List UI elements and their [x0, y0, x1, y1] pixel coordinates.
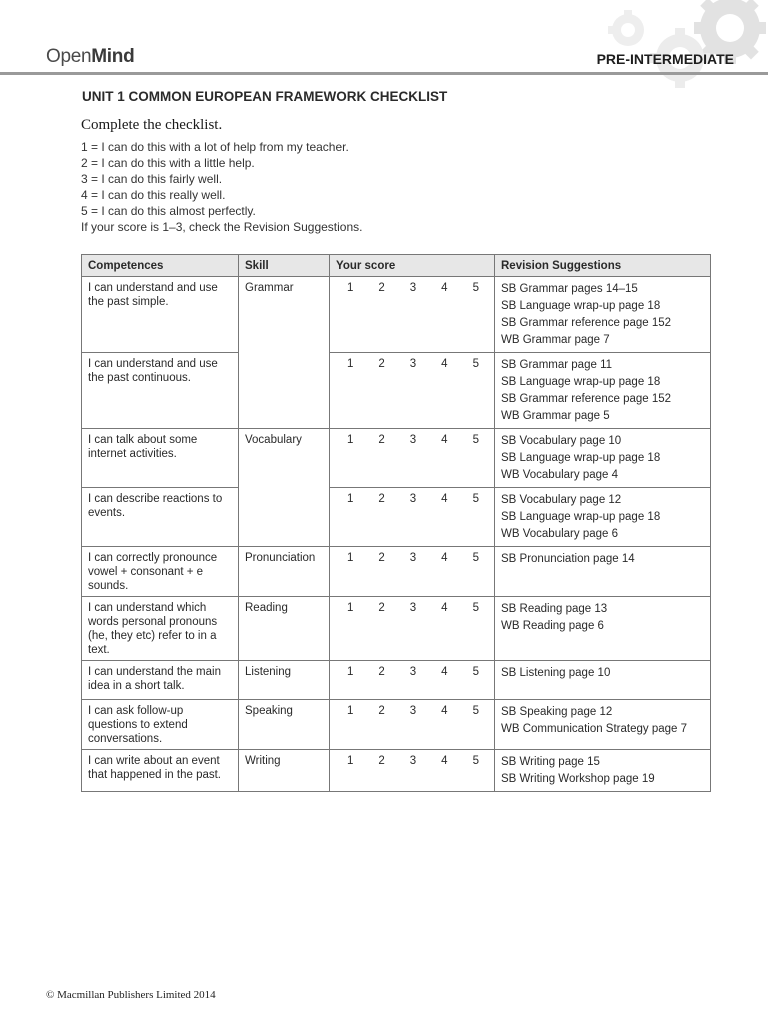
revision-suggestions-cell	[495, 353, 711, 429]
scale-item: 2 = I can do this with a little help.	[81, 156, 255, 170]
revision-suggestion: SB Grammar reference page 152	[501, 317, 672, 329]
gears-icon	[588, 0, 768, 100]
score-scale-list	[81, 139, 362, 235]
checklist-table	[81, 254, 711, 792]
score-option[interactable]: 4	[441, 493, 448, 505]
score-option[interactable]: 2	[378, 705, 385, 717]
score-option[interactable]: 1	[347, 358, 354, 370]
score-option[interactable]: 5	[472, 434, 479, 446]
score-options	[336, 754, 488, 768]
skill-cell: Listening	[239, 661, 330, 700]
score-cell	[330, 597, 495, 661]
revision-suggestion: WB Reading page 6	[501, 620, 604, 632]
score-options	[336, 357, 488, 371]
skill-cell: Speaking	[239, 700, 330, 750]
score-options	[336, 433, 488, 447]
score-option[interactable]: 4	[441, 755, 448, 767]
table-row	[82, 488, 711, 547]
score-cell	[330, 353, 495, 429]
scale-item: 5 = I can do this almost perfectly.	[81, 204, 256, 218]
score-option[interactable]: 5	[472, 705, 479, 717]
table-row	[82, 547, 711, 597]
revision-suggestion: SB Grammar reference page 152	[501, 393, 672, 405]
revision-suggestion: SB Language wrap-up page 18	[501, 452, 661, 464]
score-option[interactable]: 3	[409, 552, 417, 564]
competence-cell: I can talk about some internet activities.	[82, 429, 239, 488]
revision-suggestions-cell	[495, 750, 711, 792]
score-option[interactable]: 1	[347, 282, 354, 294]
score-option[interactable]: 2	[378, 755, 385, 767]
scale-item: 3 = I can do this fairly well.	[81, 172, 223, 186]
competence-cell: I can write about an event that happened in the past.	[82, 750, 239, 792]
table-row	[82, 277, 711, 353]
revision-suggestion: WB Vocabulary page 4	[501, 469, 618, 481]
revision-suggestion: WB Grammar page 5	[501, 410, 610, 422]
brand-name-light: Open	[46, 46, 92, 67]
score-option[interactable]: 5	[472, 666, 479, 678]
score-cell	[330, 277, 495, 353]
copyright-footer: © Macmillan Publishers Limited 2014	[46, 989, 216, 1001]
revision-suggestion: SB Reading page 13	[501, 603, 608, 615]
skill-cell: Grammar	[239, 277, 330, 429]
score-option[interactable]: 5	[472, 282, 479, 294]
page-title: UNIT 1 COMMON EUROPEAN FRAMEWORK CHECKLIST	[82, 89, 448, 104]
header-your-score: Your score	[330, 255, 495, 277]
score-cell	[330, 750, 495, 792]
table-row	[82, 597, 711, 661]
score-option[interactable]: 4	[441, 602, 448, 614]
score-option[interactable]: 1	[347, 552, 354, 564]
score-option[interactable]: 2	[378, 434, 385, 446]
table-row	[82, 353, 711, 429]
level-label: PRE-INTERMEDIATE	[596, 51, 734, 67]
revision-suggestions-cell	[495, 429, 711, 488]
score-option[interactable]: 3	[409, 434, 417, 446]
score-options	[336, 665, 488, 679]
score-option[interactable]: 3	[409, 358, 417, 370]
competence-cell: I can understand and use the past continuous.	[82, 353, 239, 429]
skill-cell: Pronunciation	[239, 547, 330, 597]
competence-cell: I can describe reactions to events.	[82, 488, 239, 547]
score-option[interactable]: 5	[472, 358, 479, 370]
revision-suggestion: WB Grammar page 7	[501, 334, 610, 346]
score-options	[336, 492, 488, 506]
score-option[interactable]: 4	[441, 358, 448, 370]
score-option[interactable]: 3	[409, 493, 417, 505]
score-option[interactable]: 3	[409, 602, 417, 614]
skill-cell: Vocabulary	[239, 429, 330, 547]
revision-suggestion: SB Language wrap-up page 18	[501, 376, 661, 388]
header-skill: Skill	[239, 255, 330, 277]
score-option[interactable]: 3	[409, 705, 417, 717]
score-option[interactable]: 2	[378, 282, 385, 294]
score-cell	[330, 700, 495, 750]
score-option[interactable]: 1	[347, 705, 354, 717]
score-option[interactable]: 1	[347, 666, 354, 678]
scale-item: If your score is 1–3, check the Revision Suggestions.	[81, 220, 363, 234]
revision-suggestion: SB Language wrap-up page 18	[501, 300, 661, 312]
score-option[interactable]: 2	[378, 602, 385, 614]
score-options	[336, 551, 488, 565]
competence-cell: I can ask follow-up questions to extend conversations.	[82, 700, 239, 750]
scale-item: 1 = I can do this with a lot of help from my teacher.	[81, 140, 349, 154]
table-row	[82, 661, 711, 700]
revision-suggestion: WB Vocabulary page 6	[501, 528, 618, 540]
score-option[interactable]: 4	[441, 282, 448, 294]
score-option[interactable]: 3	[409, 282, 417, 294]
competence-cell: I can understand which words personal pronouns (he, they etc) refer to in a text.	[82, 597, 239, 661]
revision-suggestions-cell	[495, 700, 711, 750]
score-option[interactable]: 3	[409, 755, 417, 767]
score-cell	[330, 661, 495, 700]
revision-suggestions-cell	[495, 597, 711, 661]
header-revision-suggestions: Revision Suggestions	[495, 255, 711, 277]
revision-suggestion: SB Vocabulary page 12	[501, 494, 622, 506]
revision-suggestion: SB Language wrap-up page 18	[501, 511, 661, 523]
score-option[interactable]: 4	[441, 705, 448, 717]
score-option[interactable]: 5	[472, 602, 479, 614]
header-competences: Competences	[82, 255, 239, 277]
brand-name-bold: Mind	[91, 46, 135, 67]
table-header-row	[82, 255, 711, 277]
score-option[interactable]: 5	[472, 552, 479, 564]
score-option[interactable]: 1	[347, 602, 354, 614]
score-option[interactable]: 4	[441, 666, 448, 678]
scale-item: 4 = I can do this really well.	[81, 188, 226, 202]
revision-suggestions-cell	[495, 277, 711, 353]
table-row	[82, 750, 711, 792]
score-options	[336, 704, 488, 718]
revision-suggestion: SB Grammar page 11	[501, 359, 613, 371]
score-cell	[330, 429, 495, 488]
competence-cell: I can correctly pronounce vowel + consonant + e sounds.	[82, 547, 239, 597]
table-row	[82, 429, 711, 488]
revision-suggestion: SB Writing page 15	[501, 756, 600, 768]
competence-cell: I can understand the main idea in a short talk.	[82, 661, 239, 700]
revision-suggestion: SB Listening page 10	[501, 667, 611, 679]
score-option[interactable]: 1	[347, 493, 354, 505]
revision-suggestions-cell	[495, 488, 711, 547]
score-option[interactable]: 2	[378, 493, 385, 505]
score-option[interactable]: 1	[347, 434, 354, 446]
score-cell	[330, 488, 495, 547]
skill-cell: Reading	[239, 597, 330, 661]
score-options	[336, 281, 488, 295]
score-options	[336, 601, 488, 615]
brand-logo	[46, 46, 134, 68]
revision-suggestions-cell	[495, 661, 711, 700]
revision-suggestion: WB Communication Strategy page 7	[501, 723, 688, 735]
instructions: Complete the checklist.	[81, 117, 223, 133]
score-option[interactable]: 3	[409, 666, 417, 678]
table-row	[82, 700, 711, 750]
revision-suggestion: SB Vocabulary page 10	[501, 435, 622, 447]
score-cell	[330, 547, 495, 597]
revision-suggestion: SB Pronunciation page 14	[501, 553, 635, 565]
score-option[interactable]: 2	[378, 552, 385, 564]
score-option[interactable]: 4	[441, 552, 448, 564]
revision-suggestion: SB Writing Workshop page 19	[501, 773, 655, 785]
score-option[interactable]: 2	[378, 358, 385, 370]
score-option[interactable]: 1	[347, 755, 354, 767]
skill-cell: Writing	[239, 750, 330, 792]
score-option[interactable]: 4	[441, 434, 448, 446]
score-option[interactable]: 2	[378, 666, 385, 678]
revision-suggestion: SB Speaking page 12	[501, 706, 613, 718]
header-rule	[0, 72, 768, 75]
score-option[interactable]: 5	[472, 493, 479, 505]
revision-suggestion: SB Grammar pages 14–15	[501, 283, 638, 295]
revision-suggestions-cell	[495, 547, 711, 597]
competence-cell: I can understand and use the past simple.	[82, 277, 239, 353]
score-option[interactable]: 5	[472, 755, 479, 767]
